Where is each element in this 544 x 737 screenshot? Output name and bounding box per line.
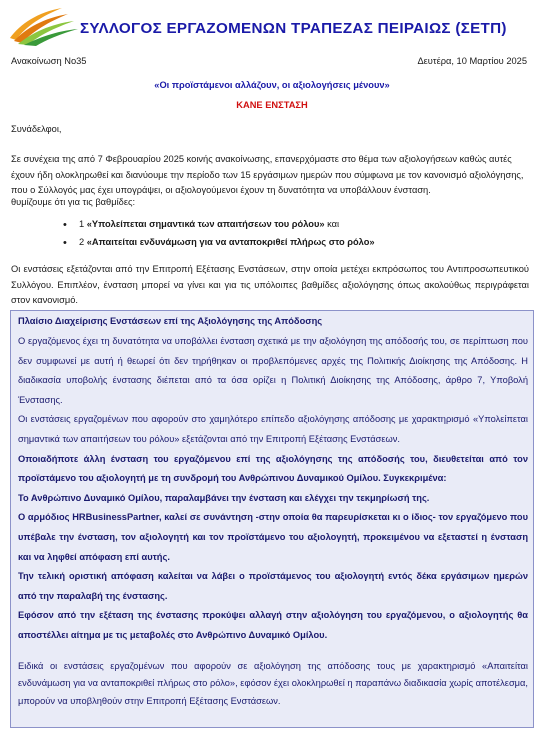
announcement-date: Δευτέρα, 10 Μαρτίου 2025: [417, 56, 527, 66]
box-paragraph: Οποιαδήποτε άλλη ένσταση του εργαζόμενου επί της αξιολόγησης της απόδοσής του, διευθετείται από τον προϊστάμενο του αξιολογητή με τη συνδρομή του Ανθρώπινου Δυναμικού Ομίλου. Συγκεκριμένα:: [18, 453, 528, 484]
box-paragraph: Το Ανθρώπινο Δυναμικό Ομίλου, παραλαμβάνει την ένσταση και ελέγχει την τεκμηρίωσή της.: [18, 492, 430, 503]
bullet-icon: •: [63, 219, 67, 231]
box-paragraph: Ειδικά οι ενστάσεις εργαζομένων που αφορούν σε αξιολόγηση της απόδοσης τους με χαρακτηρισμό «Απαιτείται ενδυνάμωση για να ανταποκριθεί πλήρως στο ρόλο», εφόσον έχει ολοκληρωθεί η παραπάνω διαδικασία χωρίς αποτέλεσμα, μπορούν να υποβληθούν στην Επιτροπή Εξέτασης Ενστάσεων.: [18, 660, 528, 706]
announcement-subject: «Οι προϊστάμενοι αλλάζουν, οι αξιολογήσεις μένουν»: [154, 80, 390, 90]
organization-title: ΣΥΛΛΟΓΟΣ ΕΡΓΑΖΟΜΕΝΩΝ ΤΡΑΠΕΖΑΣ ΠΕΙΡΑΙΩΣ (ΣΕΤΠ): [80, 20, 507, 37]
spacer: [18, 646, 528, 658]
intro-paragraph: Σε συνέχεια της από 7 Φεβρουαρίου 2025 κοινής ανακοίνωσης, επανερχόμαστε στο θέμα των αξιολογήσεων καθώς αυτές έχουν ήδη ολοκληρωθεί και διανύουμε την περίοδο των 15 εργάσιμων ημερών που σύμφωνα με τον κανονισμό αξιολόγησης, που ο Σύλλογός μας έχει υπογράψει, οι αξιολογούμενοι έχουν τη δυνατότητα να υποβάλλουν ένσταση.: [11, 154, 524, 195]
box-body: [18, 332, 528, 710]
list-item-text: 1 «Υπολείπεται σημαντικά των απαιτήσεων του ρόλου» και: [79, 219, 340, 229]
letterhead: [0, 0, 544, 50]
box-paragraph: Εφόσον από την εξέταση της ένστασης προκύψει αλλαγή στην αξιολόγηση του εργαζόμενου, ο αξιολογητής θα αποστέλλει αίτημα με τις μεταβολές στο Ανθρώπινο Δυναμικό Ομίλου.: [18, 610, 528, 640]
appeals-paragraph: Οι ενστάσεις εξετάζονται από την Επιτροπή Εξέτασης Ενστάσεων, στην οποία μετέχει εκπρόσωπος του Αντιπροσωπευτικού Συλλόγου. Επιπλέον, ένσταση μπορεί να γίνει και για τις υπόλοιπες βαθμίδες αξιολόγησης όπως ακολούθως περιγράφεται στον κανονισμό.: [11, 264, 529, 305]
bullet-icon: •: [63, 237, 67, 249]
call-to-action: ΚΑΝΕ ΕΝΣΤΑΣΗ: [236, 100, 308, 110]
box-paragraph: Ο εργαζόμενος έχει τη δυνατότητα να υποβάλλει ένσταση σχετικά με την αξιολόγηση της απόδοσής του, σε περίπτωση που δεν συμφωνεί με αυτή ή θεωρεί ότι δεν τηρήθηκαν οι προβλεπόμενες αρχές της Πολιτικής Διοίκησης της Απόδοσης. Η διαδικασία υποβολής ένστασης διέπεται από τα όσα ορίζει η Πολιτική Διοίκησης της Απόδοσης, άρθρο 7, Υποβολή Ένστασης.: [18, 336, 528, 405]
reminder-text: θυμίζουμε ότι για τις βαθμίδες:: [11, 197, 136, 207]
announcement-number: Ανακοίνωση Νο35: [11, 56, 87, 66]
box-paragraph: Την τελική οριστική απόφαση καλείται να λάβει ο προϊστάμενος του αξιολογητή εντός δέκα εργάσιμων ημερών από την παραλαβή της ένστασης.: [18, 571, 528, 601]
box-paragraph: Ο αρμόδιος HRBusinessPartner, καλεί σε συνάντηση -στην οποία θα παρευρίσκεται κι ο ίδιος- τον εργαζόμενο που υπέβαλε την ένσταση, τον αξιολογητή και τον προϊστάμενο του αξιολογητή, προκειμένου να εξεταστεί η ένσταση και να ληφθεί απόφαση επί αυτής.: [18, 512, 528, 562]
box-title: Πλαίσιο Διαχείρισης Ενστάσεων επί της Αξιολόγησης της Απόδοσης: [18, 316, 323, 326]
list-item-text: 2 «Απαιτείται ενδυνάμωση για να ανταποκριθεί πλήρως στο ρόλο»: [79, 237, 375, 247]
announcement-meta: [11, 56, 527, 70]
greeting: Συνάδελφοι,: [11, 124, 62, 134]
setp-logo-icon: [4, 2, 80, 46]
box-paragraph: Οι ενστάσεις εργαζομένων που αφορούν στο χαμηλότερο επίπεδο αξιολόγησης απόδοσης με χαρακτηρισμό «Υπολείπεται σημαντικά των απαιτήσεων του ρόλου» εξετάζονται από την Επιτροπή Εξέτασης Ενστάσεων.: [18, 414, 528, 444]
appeals-framework-box: [10, 310, 534, 728]
